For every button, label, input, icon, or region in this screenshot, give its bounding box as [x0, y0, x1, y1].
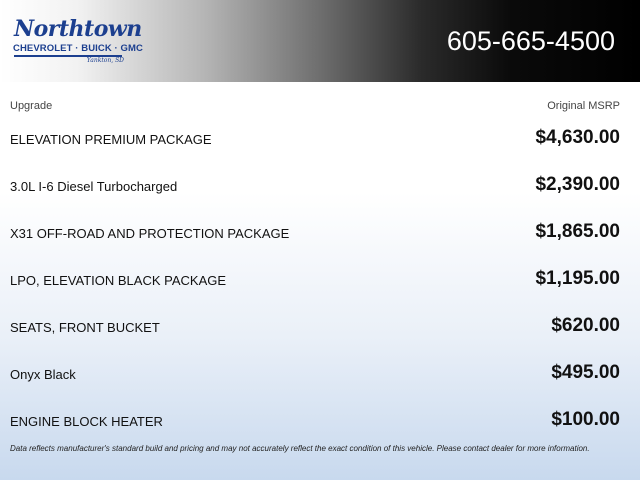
- column-header-upgrade: Upgrade: [10, 100, 53, 112]
- upgrade-name: LPO, ELEVATION BLACK PACKAGE: [10, 273, 227, 288]
- upgrade-price: $4,630.00: [535, 127, 620, 148]
- upgrade-row: [0, 163, 640, 210]
- upgrade-name: X31 OFF-ROAD AND PROTECTION PACKAGE: [10, 226, 290, 241]
- upgrade-price: $1,195.00: [535, 268, 620, 289]
- dealer-phone: 605-665-4500: [446, 26, 615, 56]
- logo-brands: CHEVROLET · BUICK · GMC: [13, 43, 144, 54]
- upgrade-name: ELEVATION PREMIUM PACKAGE: [10, 132, 212, 147]
- upgrade-price: $100.00: [551, 409, 620, 430]
- logo-dealer-name: Northtown: [14, 16, 142, 42]
- upgrade-row: [0, 116, 640, 163]
- upgrade-name: Onyx Black: [10, 367, 76, 382]
- upgrade-row: [0, 398, 640, 445]
- upgrade-list: [0, 116, 640, 445]
- logo-city: Yankton, SD: [86, 57, 124, 64]
- upgrade-row: [0, 210, 640, 257]
- upgrade-price: $495.00: [551, 362, 620, 383]
- pricing-disclaimer: Data reflects manufacturer's standard build and pricing and may not accurately reflect the exact condition of this vehicle. Please contact dealer for more information.: [10, 444, 590, 453]
- upgrade-row: [0, 351, 640, 398]
- upgrade-price: $1,865.00: [535, 221, 620, 242]
- header-banner: [0, 0, 640, 82]
- column-header-msrp: Original MSRP: [547, 100, 620, 112]
- upgrade-name: SEATS, FRONT BUCKET: [10, 320, 160, 335]
- upgrade-row: [0, 304, 640, 351]
- upgrade-row: [0, 257, 640, 304]
- upgrade-name: 3.0L I-6 Diesel Turbocharged: [10, 179, 178, 194]
- upgrade-price: $620.00: [551, 315, 620, 336]
- upgrade-name: ENGINE BLOCK HEATER: [10, 414, 163, 429]
- upgrade-price: $2,390.00: [535, 174, 620, 195]
- dealer-logo: [12, 16, 144, 64]
